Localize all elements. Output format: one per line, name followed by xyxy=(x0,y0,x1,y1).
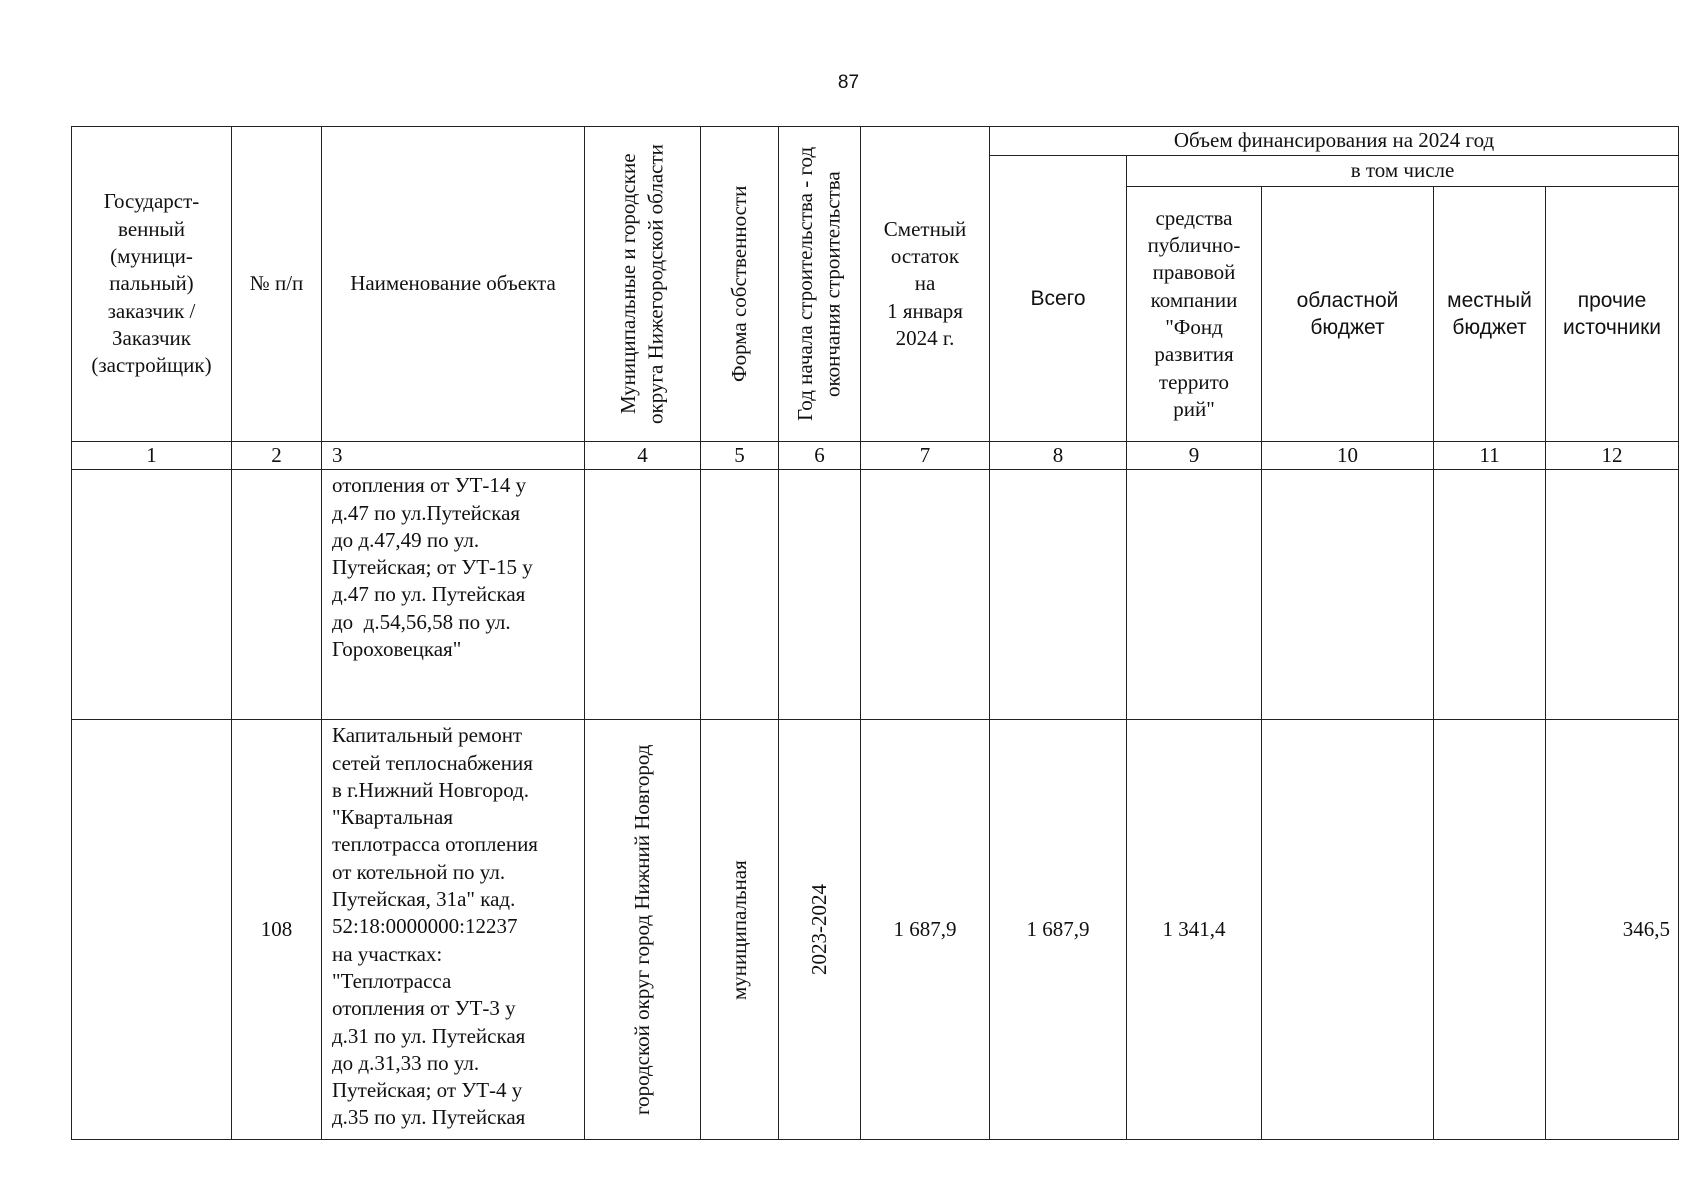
header-financing-volume: Объем финансирования на 2024 год xyxy=(990,127,1679,156)
cell-ownership xyxy=(701,720,779,1140)
cell-total xyxy=(990,470,1127,720)
header-municipalities xyxy=(585,127,701,442)
cell-number xyxy=(232,470,322,720)
header-number: № п/п xyxy=(232,127,322,442)
column-number: 11 xyxy=(1434,442,1546,470)
cell-ownership-text: муниципальная xyxy=(726,859,751,1000)
cell-other-sources xyxy=(1546,470,1679,720)
column-number: 7 xyxy=(861,442,990,470)
cell-customer xyxy=(72,720,232,1140)
header-years-label: Год начала строительства - год окончания строительства xyxy=(793,146,845,422)
header-ownership xyxy=(701,127,779,442)
column-number-row xyxy=(72,442,1679,470)
header-ownership-label: Форма собственности xyxy=(726,185,751,383)
cell-local-budget xyxy=(1434,470,1546,720)
column-number: 6 xyxy=(779,442,861,470)
column-number: 4 xyxy=(585,442,701,470)
cell-years-text: 2023-2024 xyxy=(806,884,831,976)
cell-municipality xyxy=(585,470,701,720)
header-municipalities-label: Муниципальные и городские округа Нижегородской области xyxy=(616,144,668,424)
column-number: 2 xyxy=(232,442,322,470)
financing-table xyxy=(71,126,1679,1140)
cell-ownership xyxy=(701,470,779,720)
header-estimate-balance: Сметный остаток на 1 января 2024 г. xyxy=(861,127,990,442)
column-number: 12 xyxy=(1546,442,1679,470)
header-regional-budget: областной бюджет xyxy=(1262,187,1434,442)
cell-estimate-balance: 1 687,9 xyxy=(861,720,990,1140)
table-row xyxy=(72,470,1679,720)
header-object-name: Наименование объекта xyxy=(322,127,585,442)
header-years xyxy=(779,127,861,442)
cell-object-name: отопления от УТ-14 у д.47 по ул.Путейская до д.47,49 по ул. Путейская; от УТ-15 у д.47 по ул. Путейская до д.54,56,58 по ул. Гороховецкая" xyxy=(322,470,585,720)
column-number: 5 xyxy=(701,442,779,470)
column-number: 9 xyxy=(1127,442,1262,470)
column-number: 8 xyxy=(990,442,1127,470)
header-local-budget: местный бюджет xyxy=(1434,187,1546,442)
cell-total: 1 687,9 xyxy=(990,720,1127,1140)
column-number: 3 xyxy=(322,442,585,470)
cell-years xyxy=(779,470,861,720)
cell-municipality-text: городской округ город Нижний Новгород xyxy=(629,744,654,1116)
header-customer: Государст- венный (муници- пальный) заказчик / Заказчик (застройщик) xyxy=(72,127,232,442)
column-number: 10 xyxy=(1262,442,1434,470)
cell-fund: 1 341,4 xyxy=(1127,720,1262,1140)
header-other-sources: прочие источники xyxy=(1546,187,1679,442)
column-number: 1 xyxy=(72,442,232,470)
cell-number: 108 xyxy=(232,720,322,1140)
cell-other-sources: 346,5 xyxy=(1546,720,1679,1140)
cell-local-budget xyxy=(1434,720,1546,1140)
header-fund: средства публично- правовой компании "Фонд развития террито рий" xyxy=(1127,187,1262,442)
page-number: 87 xyxy=(837,72,860,93)
cell-regional-budget xyxy=(1262,470,1434,720)
cell-estimate-balance xyxy=(861,470,990,720)
cell-object-name: Капитальный ремонт сетей теплоснабжения в г.Нижний Новгород. "Квартальная теплотрасса отопления от котельной по ул. Путейская, 31а" кад. 52:18:0000000:12237 на участках: "Теплотрасса отопления от УТ-3 у д.31 по ул. Путейская до д.31,33 по ул. Путейская; от УТ-4 у д.35 по ул. Путейская xyxy=(322,720,585,1140)
table-row xyxy=(72,720,1679,1140)
header-total: Всего xyxy=(990,156,1127,442)
cell-municipality xyxy=(585,720,701,1140)
cell-fund xyxy=(1127,470,1262,720)
cell-customer xyxy=(72,470,232,720)
cell-years xyxy=(779,720,861,1140)
header-including: в том числе xyxy=(1127,156,1679,187)
cell-regional-budget xyxy=(1262,720,1434,1140)
